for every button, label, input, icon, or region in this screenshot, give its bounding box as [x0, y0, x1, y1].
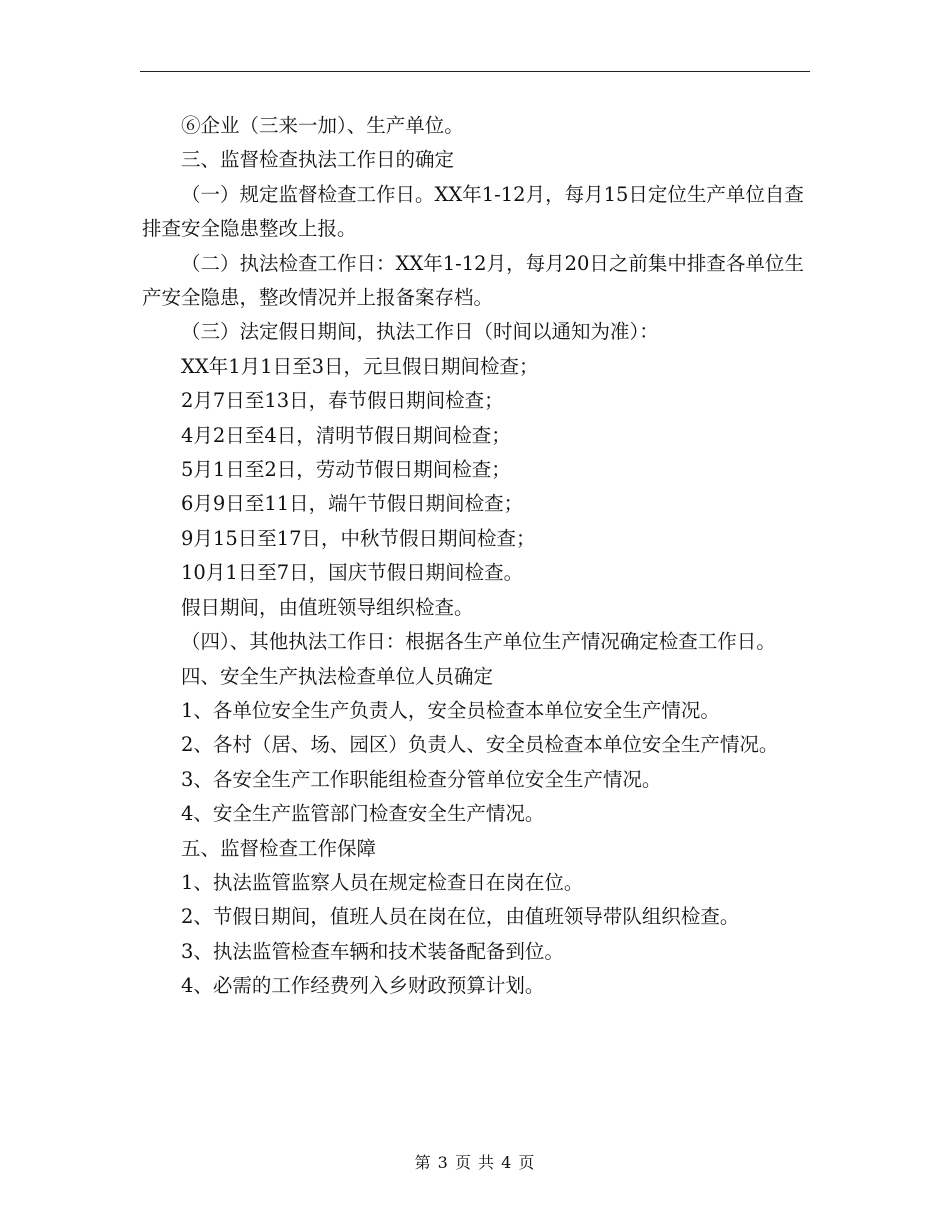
paragraph: （三）法定假日期间，执法工作日（时间以通知为准）：: [181, 320, 659, 344]
document-body: [142, 109, 810, 1004]
section-heading: 四、安全生产执法检查单位人员确定: [181, 664, 494, 688]
section-heading: 五、监督检查工作保障: [181, 836, 377, 860]
holiday-item: 9月15日至17日，中秋节假日期间检查；: [181, 526, 536, 550]
header-rule: [140, 71, 810, 72]
paragraph: （一）规定监督检查工作日。XX年1-12月，每月15日定位生产单位自查排查安全隐患整改上报。: [142, 182, 804, 241]
section-heading: 三、监督检查执法工作日的确定: [181, 148, 455, 172]
list-item: 1、各单位安全生产负责人，安全员检查本单位安全生产情况。: [181, 698, 720, 722]
list-item: 3、各安全生产工作职能组检查分管单位安全生产情况。: [181, 767, 662, 791]
paragraph: ⑥企业（三来一加）、生产单位。: [181, 114, 464, 137]
holiday-item: 5月1日至2日，劳动节假日期间检查；: [181, 458, 511, 482]
list-item: 4、必需的工作经费列入乡财政预算计划。: [181, 974, 545, 998]
page-number-footer: 第 3 页 共 4 页: [414, 1153, 536, 1172]
list-item: 1、执法监管监察人员在规定检查日在岗在位。: [181, 870, 584, 894]
paragraph: （四）、其他执法工作日：根据各生产单位生产情况确定检查工作日。: [181, 630, 776, 654]
holiday-item: 4月2日至4日，清明节假日期间检查；: [181, 423, 511, 447]
list-item: 4、安全生产监管部门检查安全生产情况。: [181, 802, 545, 826]
paragraph: 假日期间，由值班领导组织检查。: [181, 595, 474, 619]
holiday-item: 10月1日至7日，国庆节假日期间检查。: [181, 561, 524, 585]
holiday-item: XX年1月1日至3日，元旦假日期间检查；: [181, 354, 539, 378]
holiday-item: 2月7日至13日，春节假日期间检查；: [181, 389, 504, 413]
list-item: 3、执法监管检查车辆和技术装备配备到位。: [181, 939, 564, 963]
holiday-item: 6月9日至11日，端午节假日期间检查；: [181, 492, 524, 516]
paragraph: （二）执法检查工作日：XX年1-12月，每月20日之前集中排查各单位生产安全隐患，整改情况并上报备案存档。: [142, 251, 804, 310]
list-item: 2、各村（居、场、园区）负责人、安全员检查本单位安全生产情况。: [181, 733, 779, 757]
list-item: 2、节假日期间，值班人员在岗在位，由值班领导带队组织检查。: [181, 905, 740, 929]
